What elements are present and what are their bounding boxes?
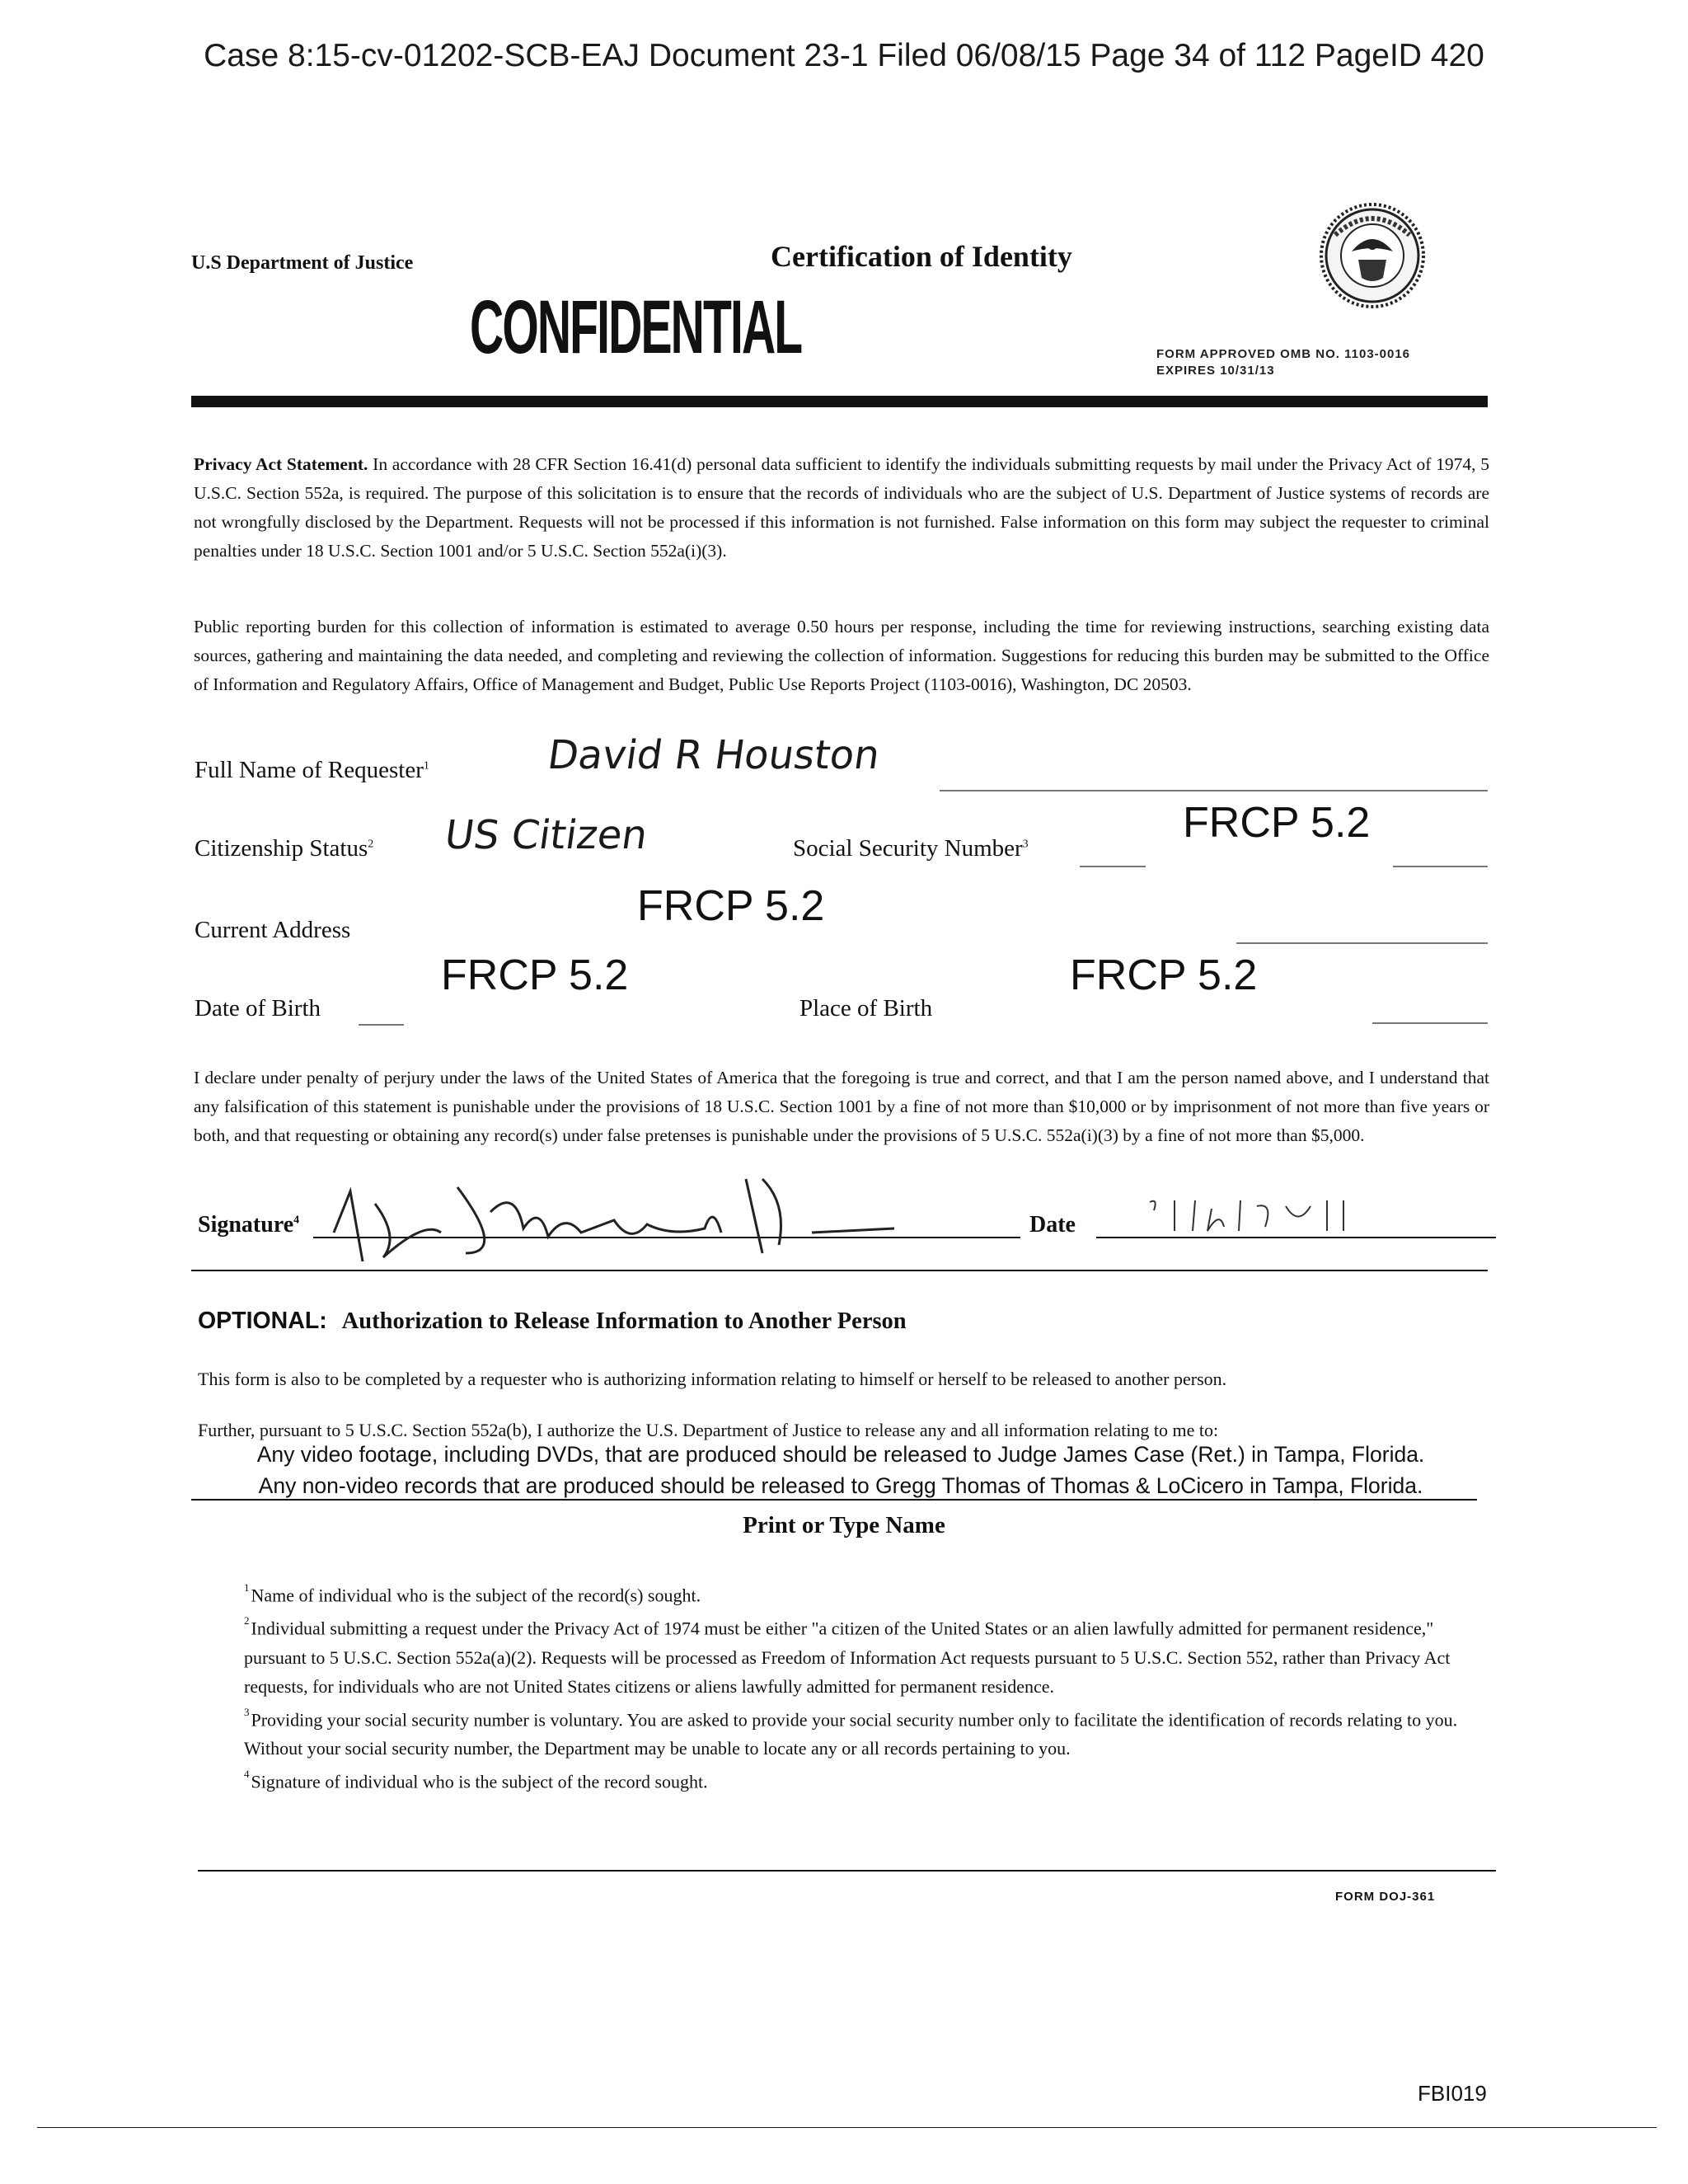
header-rule	[191, 396, 1488, 407]
full-name-line	[940, 790, 1488, 791]
doj-seal-icon	[1319, 202, 1426, 309]
privacy-act-statement	[194, 450, 1489, 566]
ssn-label: Social Security Number$^3$	[793, 835, 1029, 862]
footnote-1: $^1$Name of individual who is the subject of the record(s) sought.	[244, 1581, 701, 1606]
footnote-2: $^2$Individual submitting a request under the Privacy Act of 1974 must be either "a citizen of the United States or an alien lawfully admitted for permanent residence," pursuant to 5 U.S.C. Section 552a(a)(2). Requests will be processed as Freedom of Information Act requests pursuant to 5 U.S.C. Section 552, rather than Privacy Act requests, for individuals who are not United States citizens or aliens lawfully admitted for permanent residence.	[244, 1614, 1451, 1697]
handwritten-date-icon[interactable]	[1142, 1194, 1356, 1235]
omb-approval	[1156, 346, 1410, 379]
footnote-4: $^4$Signature of individual who is the subject of the record sought.	[244, 1767, 708, 1792]
agency-name: U.S Department of Justice	[191, 252, 414, 274]
optional-subheading: Authorization to Release Information to Another Person	[341, 1308, 907, 1334]
omb-expiry: EXPIRES 10/31/13	[1156, 364, 1275, 378]
current-address-label: Current Address	[195, 917, 351, 943]
privacy-act-text: In accordance with 28 CFR Section 16.41(d) personal data sufficient to identify the individuals submitting requests by mail under the Privacy Act of 1974, 5 U.S.C. Section 552a, is required. The purpose of this solicitation is to ensure that the records of individuals who are the subject of U.S. Department of Justice systems of records are not wrongfully disclosed by the Department. Requests will not be processed if this information is not furnished. False information on this form may subject the requester to criminal penalties under 18 U.S.C. Section 1001 and/or 5 U.S.C. Section 552a(i)(3).	[194, 454, 1490, 561]
ssn-line	[1080, 866, 1146, 867]
perjury-declaration: I declare under penalty of perjury under the laws of the United States of America that the foregoing is true and correct, and that I am the person named above, and I understand that any falsification of this statement is punishable under the provisions of 18 U.S.C. Section 1001 by a fine of not more than $10,000 or by imprisonment of not more than five years or both, and that requesting or obtaining any record(s) under false pretenses is punishable under the provisions of 5 U.S.C. 552a(i)(3) by a fine of not more than $5,000.	[194, 1068, 1489, 1145]
full-name-value[interactable]: David R Houston	[545, 732, 883, 778]
reporting-burden-statement: Public reporting burden for this collection of information is estimated to average 0.50 hours per response, including the time for reviewing instructions, searching existing data sources, gathering and maintaining the data needed, and completing and reviewing the collection of information. Suggestions for reducing this burden may be submitted to the Office of Information and Regulatory Affairs, Office of Management and Budget, Public Use Reports Project (1103-0016), Washington, DC 20503.	[194, 617, 1489, 694]
release-line-records: Any non-video records that are produced should be released to Gregg Thomas of Thomas & LoCicero in Tampa, Florida.	[258, 1473, 1423, 1498]
pob-line	[1372, 1022, 1488, 1024]
footnote-3: $^3$Providing your social security number is voluntary. You are asked to provide your social security number only to facilitate the identification of records relating to you. Without your social security number, the Department may be unable to locate any or all records pertaining to you.	[244, 1705, 1458, 1759]
signature-label: Signature$^4$	[198, 1212, 300, 1238]
authorization-text: Further, pursuant to 5 U.S.C. Section 552a(b), I authorize the U.S. Department of Justice to release any and all information relating to me to:	[198, 1420, 1219, 1440]
page-bottom-rule	[37, 2127, 1657, 2128]
form-title: Certification of Identity	[771, 240, 1072, 273]
full-name-label: Full Name of Requester$^1$	[195, 757, 429, 783]
dob-label: Date of Birth	[195, 995, 321, 1022]
optional-label: OPTIONAL:	[198, 1308, 327, 1334]
ssn-redaction: FRCP 5.2	[1183, 799, 1371, 847]
optional-intro: This form is also to be completed by a requester who is authorizing information relating to himself or herself to be released to another person.	[198, 1369, 1227, 1389]
address-line	[1236, 942, 1488, 944]
ssn-line-right	[1393, 866, 1488, 867]
footnotes	[244, 1576, 1472, 1796]
optional-heading	[198, 1308, 907, 1335]
authorization-line	[191, 1499, 1477, 1501]
pob-label: Place of Birth	[799, 995, 933, 1022]
court-filing-header: Case 8:15-cv-01202-SCB-EAJ Document 23-1 Filed 06/08/15 Page 34 of 112 PageID 420	[204, 38, 1484, 73]
date-line	[1096, 1237, 1496, 1238]
form-number: FORM DOJ-361	[1335, 1890, 1436, 1904]
bates-number: FBI019	[1418, 2081, 1487, 2106]
date-label: Date	[1029, 1212, 1076, 1238]
release-instructions[interactable]	[194, 1439, 1488, 1501]
print-or-type-name: Print or Type Name	[743, 1512, 945, 1538]
address-redaction: FRCP 5.2	[637, 882, 825, 930]
handwritten-signature-icon[interactable]	[317, 1154, 960, 1270]
omb-number: FORM APPROVED OMB NO. 1103-0016	[1156, 347, 1411, 361]
footer-rule	[198, 1870, 1496, 1872]
citizenship-label: Citizenship Status$^2$	[195, 835, 374, 862]
release-line-video: Any video footage, including DVDs, that are produced should be released to Judge James Case (Ret.) in Tampa, Florida.	[256, 1442, 1425, 1467]
privacy-act-heading: Privacy Act Statement.	[194, 454, 368, 474]
dob-line	[359, 1024, 404, 1026]
confidential-stamp: CONFIDENTIAL	[470, 285, 802, 369]
dob-redaction: FRCP 5.2	[441, 951, 629, 999]
section-rule	[191, 1270, 1488, 1271]
pob-redaction: FRCP 5.2	[1070, 951, 1258, 999]
citizenship-value[interactable]: US Citizen	[442, 812, 650, 858]
